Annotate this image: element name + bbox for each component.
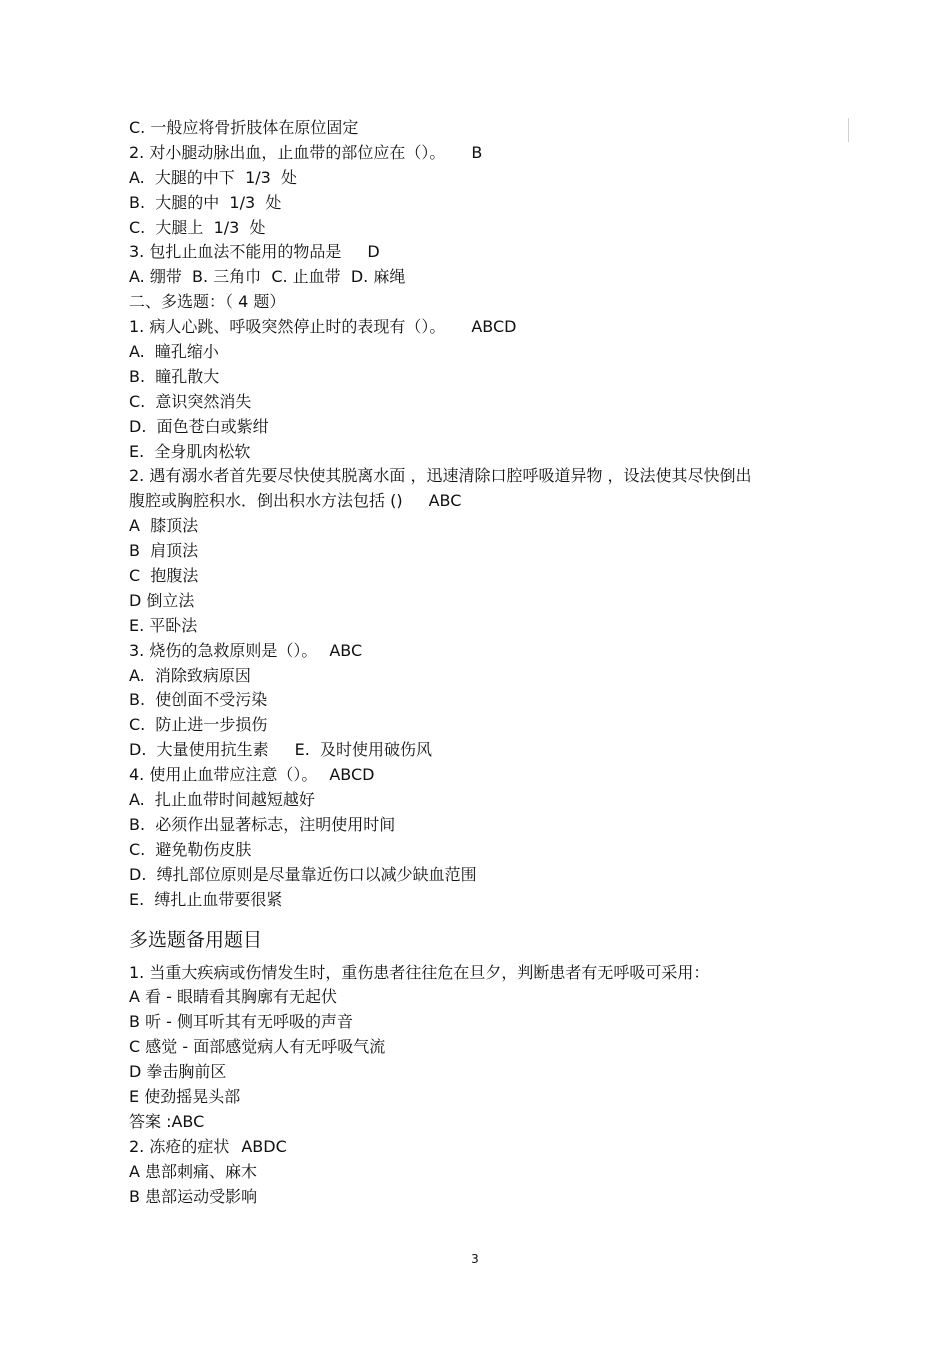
- question-line: [129, 141, 849, 166]
- option-line: C. 一般应将骨折肢体在原位固定: [129, 118, 359, 137]
- question-text: 腹腔或胸腔积水．倒出积水方法包括 (): [129, 491, 403, 511]
- option-line: A. 瞳孔缩小: [129, 342, 219, 362]
- option-line: B 听 - 侧耳听其有无呼吸的声音: [129, 1012, 354, 1032]
- answer-key: ABC: [329, 640, 363, 660]
- option-d: D. 大量使用抗生素: [129, 740, 269, 760]
- option-line: B 肩顶法: [129, 541, 199, 561]
- answer-line: 答案 :ABC: [129, 1111, 205, 1131]
- option-line: E. 全身肌肉松软: [129, 441, 251, 461]
- page-number: 3: [471, 1252, 479, 1266]
- option-line: C 抱腹法: [129, 566, 199, 586]
- answer-key: ABDC: [241, 1136, 287, 1156]
- option-e: E. 及时使用破伤风: [294, 740, 432, 760]
- option-line: A. 绷带 B. 三角巾 C. 止血带 D. 麻绳: [129, 267, 406, 287]
- option-line: A. 消除致病原因: [129, 665, 251, 685]
- question-text: 2. 对小腿动脉出血，止血带的部位应在（）。: [129, 142, 446, 162]
- option-line: B. 必须作出显著标志，注明使用时间: [129, 814, 396, 834]
- option-line: A 患部刺痛、麻木: [129, 1161, 258, 1181]
- option-line: A 看 - 眼睛看其胸廓有无起伏: [129, 987, 337, 1007]
- option-line: C. 意识突然消失: [129, 391, 252, 411]
- question-text: 1. 病人心跳、呼吸突然停止时的表现有（）。: [129, 317, 446, 337]
- question-text: 3. 烧伤的急救原则是（）。: [129, 640, 318, 660]
- option-line: A. 扎止血带时间越短越好: [129, 790, 315, 810]
- answer-key: ABCD: [471, 317, 517, 337]
- option-line: [129, 738, 849, 763]
- option-line: E. 缚扎止血带要很紧: [129, 889, 283, 909]
- option-line: D 拳击胸前区: [129, 1062, 227, 1082]
- question-line: [129, 639, 849, 664]
- question-text: 3. 包扎止血法不能用的物品是: [129, 242, 342, 262]
- option-line: D 倒立法: [129, 590, 195, 610]
- question-line: 2. 遇有溺水者首先要尽快使其脱离水面 ，迅速清除口腔呼吸道异物 ，设法使其尽快倒出: [129, 466, 752, 486]
- question-line: [129, 240, 849, 265]
- option-line: B. 使创面不受污染: [129, 690, 268, 710]
- option-line: B. 大腿的中 1/3 处: [129, 192, 282, 212]
- section-title: 多选题备用题目: [129, 928, 263, 951]
- answer-key: B: [471, 142, 483, 162]
- option-line: D. 面色苍白或紫绀: [129, 416, 269, 436]
- option-line: C. 防止进一步损伤: [129, 715, 268, 735]
- option-line: B 患部运动受影响: [129, 1186, 258, 1206]
- question-text: 2. 冻疮的症状: [129, 1136, 230, 1156]
- option-line: C. 避免勒伤皮肤: [129, 839, 252, 859]
- question-line: [129, 315, 849, 340]
- question-text: 4. 使用止血带应注意（）。: [129, 765, 318, 785]
- option-line: A 膝顶法: [129, 516, 199, 536]
- question-line: [129, 763, 849, 788]
- answer-key: D: [367, 242, 380, 262]
- answer-key: ABCD: [329, 765, 375, 785]
- option-line: E 使劲摇晃头部: [129, 1086, 241, 1106]
- question-line: [129, 489, 849, 514]
- option-line: A. 大腿的中下 1/3 处: [129, 167, 298, 187]
- question-line: 1. 当重大疾病或伤情发生时，重伤患者往往危在旦夕，判断患者有无呼吸可采用：: [129, 962, 710, 982]
- option-line: D. 缚扎部位原则是尽量靠近伤口以减少缺血范围: [129, 864, 477, 884]
- question-line: [129, 1135, 849, 1160]
- answer-key: ABC: [428, 491, 462, 511]
- option-line: B. 瞳孔散大: [129, 366, 220, 386]
- document-body: [129, 116, 849, 1209]
- option-line: C. 大腿上 1/3 处: [129, 217, 266, 237]
- option-line: E. 平卧法: [129, 615, 198, 635]
- section-heading: 二、多选题：（ 4 题）: [129, 292, 286, 312]
- option-line: C 感觉 - 面部感觉病人有无呼吸气流: [129, 1037, 386, 1057]
